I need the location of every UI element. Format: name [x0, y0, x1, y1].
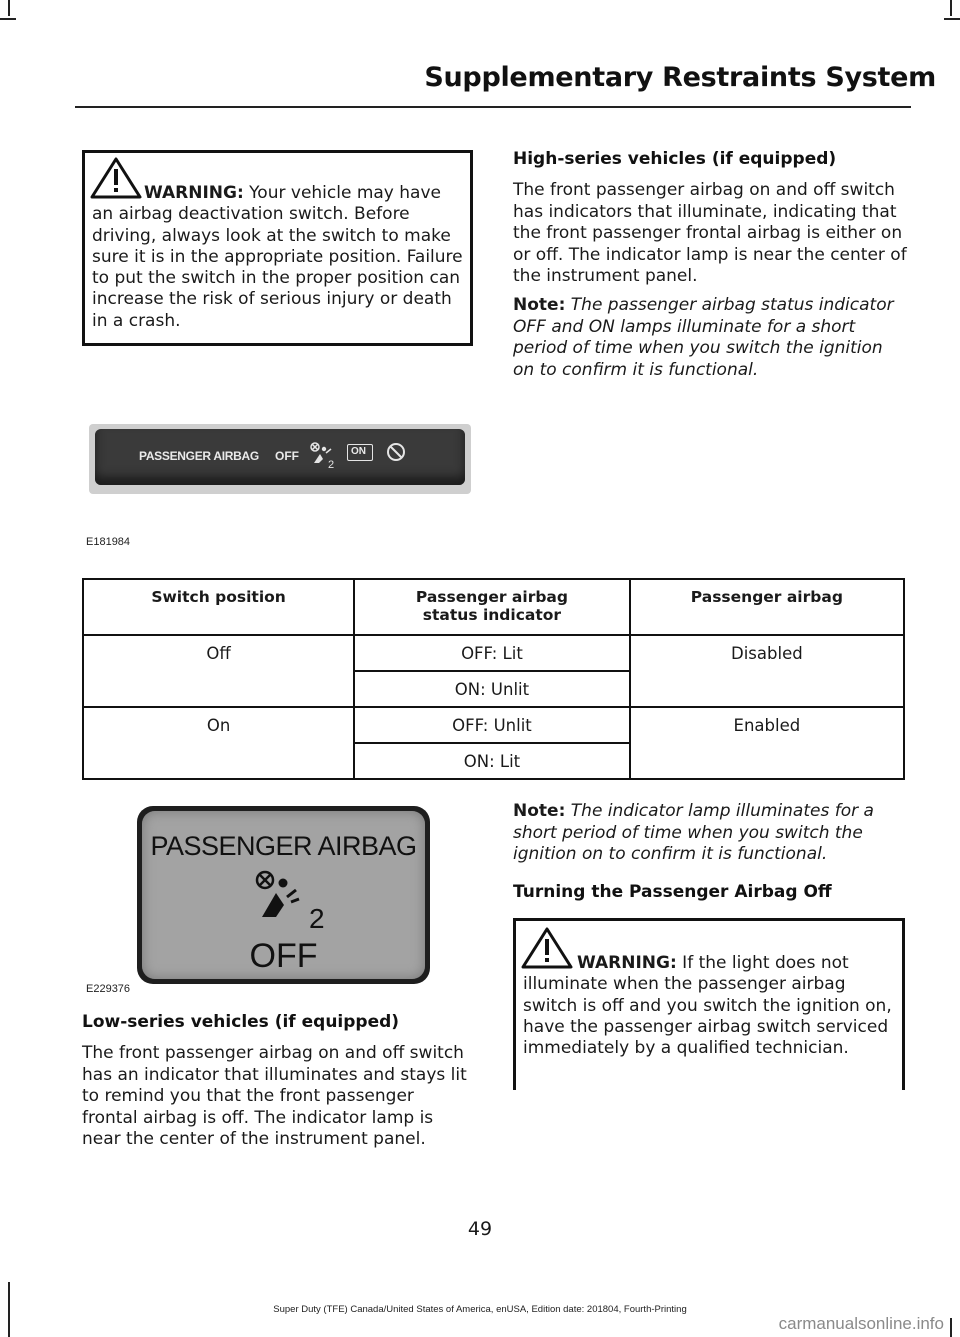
watermark: carmanualsonline.info [778, 1314, 944, 1333]
table-header: Passenger airbag status indicator [354, 579, 630, 635]
page-title: Supplementary Restraints System [424, 62, 936, 93]
note-body: The passenger airbag status indicator OFF and ON lamps illuminate for a short period of time when you switch the ignition on to confirm it is functional. [513, 295, 894, 380]
crop-mark-top-left [8, 0, 10, 16]
note-label: Note: [513, 295, 566, 315]
indicator-off-label: OFF [249, 937, 318, 975]
passenger-airbag-off-icon [309, 441, 337, 471]
table-row [83, 635, 904, 671]
passenger-airbag-off-icon [254, 869, 316, 929]
warning-body: If the light does not illuminate when the passenger airbag switch is off and you switch the ignition on, have the passenger airbag switch serviced immediately by a qualified technician. [523, 953, 892, 1059]
table-header-row [83, 579, 904, 635]
table-header: Switch position [83, 579, 354, 635]
table-cell-indicator: OFF: Lit [354, 635, 630, 671]
section-heading-low-series: Low-series vehicles (if equipped) [82, 1012, 400, 1032]
section-heading-turning-off: Turning the Passenger Airbag Off [513, 882, 832, 902]
indicator-strip [95, 429, 465, 485]
warning-body: Your vehicle may have an airbag deactivation switch. Before driving, always look at the switch to make sure it is in the appropriate position. Failure to put the switch in the proper position can increase the risk of serious injury or death in a crash. [92, 183, 463, 331]
table-row [83, 707, 904, 743]
note-label: Note: [513, 801, 566, 821]
indicator-panel-label: PASSENGER AIRBAG [150, 831, 417, 861]
section-heading-high-series: High-series vehicles (if equipped) [513, 149, 837, 169]
airbag-status-table [82, 578, 905, 780]
table-cell-switch: On [83, 707, 354, 779]
warning-box-top-rule-left [82, 150, 473, 153]
table-cell-indicator: OFF: Unlit [354, 707, 630, 743]
crop-mark-top-right [944, 18, 960, 20]
svg-text:2: 2 [328, 459, 335, 471]
table-cell-indicator: ON: Lit [354, 743, 630, 779]
warning-text-bottom [523, 953, 897, 1059]
warning-label: WARNING: [577, 953, 677, 973]
indicator-off-label: OFF [275, 449, 299, 463]
table-cell-indicator: ON: Unlit [354, 671, 630, 707]
low-series-paragraph: The front passenger airbag on and off switch has an indicator that illuminates and stays lit to remind you that the front passenger frontal airbag is off. The indicator lamp is near the center of the instrument panel. [82, 1043, 467, 1149]
indicator-note [513, 801, 908, 866]
figure-high-series-indicator [89, 424, 471, 494]
edition-info: Super Duty (TFE) Canada/United States of America, enUSA, Edition date: 201804, Fourth-Printing [273, 1304, 687, 1315]
no-symbol-icon [385, 441, 407, 463]
warning-label: WARNING: [144, 183, 244, 203]
high-series-note [513, 295, 908, 381]
warning-text-top [92, 183, 466, 332]
page-number: 49 [467, 1218, 493, 1240]
warning-box-top-rule [513, 918, 905, 921]
table-cell-airbag: Enabled [630, 707, 904, 779]
table-cell-switch: Off [83, 635, 354, 707]
seat-number: 2 [309, 903, 325, 934]
crop-mark-top-left [0, 18, 16, 20]
figure-code-1: E181984 [86, 536, 131, 548]
figure-low-series-indicator [137, 806, 430, 984]
indicator-face [142, 811, 425, 979]
crop-mark-bottom-right [950, 1318, 952, 1337]
high-series-paragraph: The front passenger airbag on and off switch has indicators that illuminate, indicating that the front passenger frontal airbag is either on or off. The indicator lamp is near the center of the instrument panel. [513, 180, 907, 286]
figure-code-2: E229376 [86, 983, 131, 995]
note-body: The indicator lamp illuminates for a short period of time when you switch the ignition on to confirm it is functional. [513, 801, 874, 864]
crop-mark-top-right [950, 0, 952, 16]
header-divider [75, 106, 911, 108]
table-header: Passenger airbag [630, 579, 904, 635]
table-cell-airbag: Disabled [630, 635, 904, 707]
indicator-panel-label: PASSENGER AIRBAG [139, 449, 259, 463]
indicator-on-label: ON [351, 446, 366, 457]
